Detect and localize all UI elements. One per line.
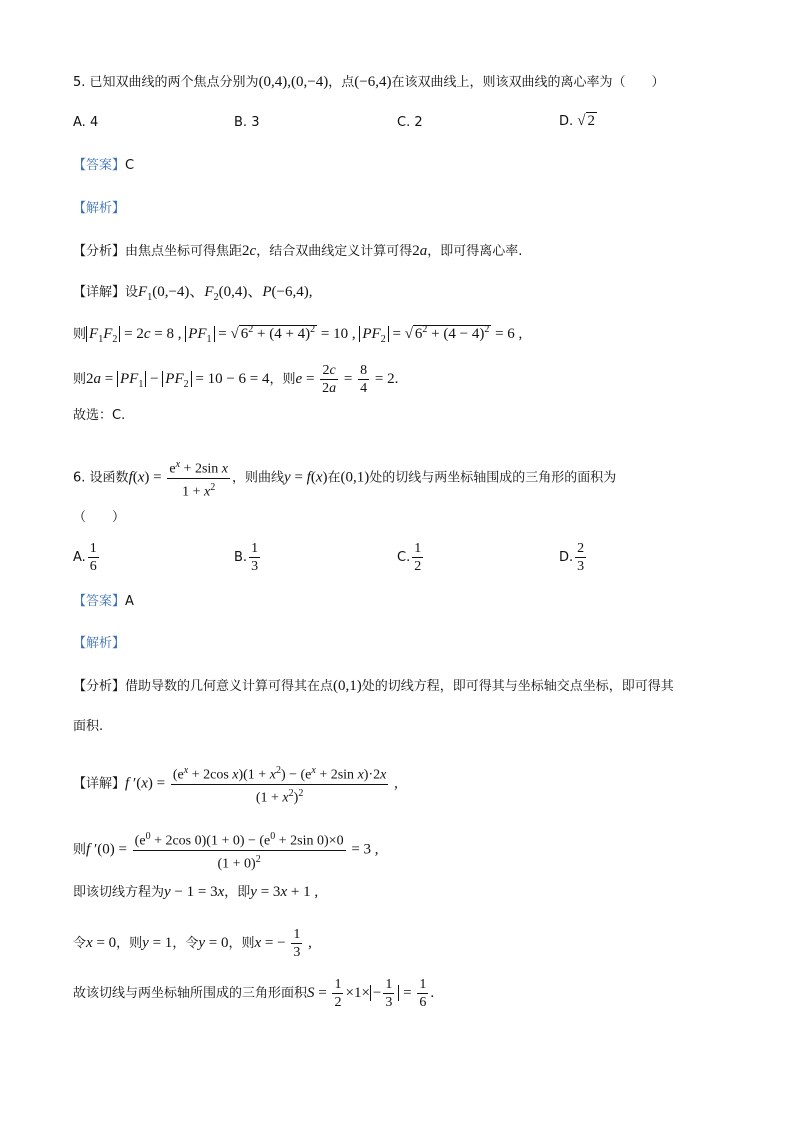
- q6-detail: 【详解】f ′(x) = $\frac{(e^x + 2\cos x)(1 + x^2) - (e^x + 2\sin x)\cdot 2x}{(1 + x^2)^2}$ ,: [73, 762, 398, 806]
- q6-fenxi: 【分析】借助导数的几何意义计算可得其在点(0,1)处的切线方程，即可得其与坐标轴交点坐标，即可得其: [73, 678, 674, 694]
- q5-option-c: C. 2: [397, 115, 423, 130]
- sqrt-symbol: √ 2: [577, 113, 596, 129]
- q5-detail-line1: 则 $F_1F_2 = 2c = 8$ , $PF_1$ = √ $6^2 + (4 + 4)^2 = 10$ , $PF_2$ = √ $6^2 + (4 - 4)^2 = 6$ ,: [73, 324, 523, 345]
- q5-option-b: B. 3: [234, 115, 260, 130]
- q6-fenxi-cont: 面积.: [73, 719, 104, 734]
- q6-analysis-tag: 【解析】: [73, 636, 126, 651]
- q6-option-a: A. $\frac{1}{6}$: [73, 541, 97, 574]
- q6-area: 故该切线与两坐标轴所围成的三角形面积S = $\frac{1}{2}$ ×1× − $\frac{1}{3}$ = $\frac{1}{6}$ .: [73, 977, 435, 1011]
- q5-detail: 【详解】设$F_1(0,-4)$、$F_2(0,4)$、P(−6,4),: [73, 284, 313, 303]
- q5-detail-line2: 则$2a = PF_1 - PF_2 = 10 - 6 = 4$，则e = $\frac{2c}{2a}$ = $\frac{8}{4}$ = 2.: [73, 363, 399, 396]
- q6-detail-f0: 则f ′(0) = $\frac{(e^0 + 2\cos 0)(1 + 0) - (e^0 + 2\sin 0)\times 0}{(1 + 0)^2}$ = 3 ,: [73, 828, 379, 872]
- q6-bracket: （ ）: [73, 510, 126, 525]
- q5-number: 5.: [73, 75, 86, 90]
- q6-option-c: C. $\frac{1}{2}$: [397, 541, 422, 574]
- q6-number: 6.: [73, 470, 86, 486]
- q5-conclusion: 故选：C.: [73, 408, 126, 423]
- q5-analysis-tag: 【解析】: [73, 201, 126, 216]
- q5-option-a: A. 4: [73, 115, 99, 130]
- q5-stem: 5. 已知双曲线的两个焦点分别为(0,4),(0,−4)，点(−6,4)在该双曲线上，则该双曲线的离心率为（ ）: [73, 74, 665, 90]
- q6-answer: 【答案】A: [73, 594, 134, 609]
- q5-fenxi: 【分析】由焦点坐标可得焦距2c，结合双曲线定义计算可得2a，即可得离心率.: [73, 243, 523, 259]
- q5-option-d: D. √ 2: [559, 113, 596, 129]
- q6-tangent: 即该切线方程为y − 1 = 3x，即y = 3x + 1 ,: [73, 884, 319, 900]
- q6-intercepts: 令x = 0，则y = 1，令y = 0，则x = − $\frac{1}{3}$ ,: [73, 927, 312, 960]
- q5-answer: 【答案】C: [73, 158, 135, 173]
- q6-stem: 6. 设函数f(x) = $\frac{e^x + 2\sin x}{1 + x^2}$ ，则曲线y = f(x)在(0,1)处的切线与两坐标轴围成的三角形的面积为: [73, 456, 616, 500]
- q6-option-b: B. $\frac{1}{3}$: [234, 541, 259, 574]
- q6-option-d: D. $\frac{2}{3}$: [559, 541, 585, 574]
